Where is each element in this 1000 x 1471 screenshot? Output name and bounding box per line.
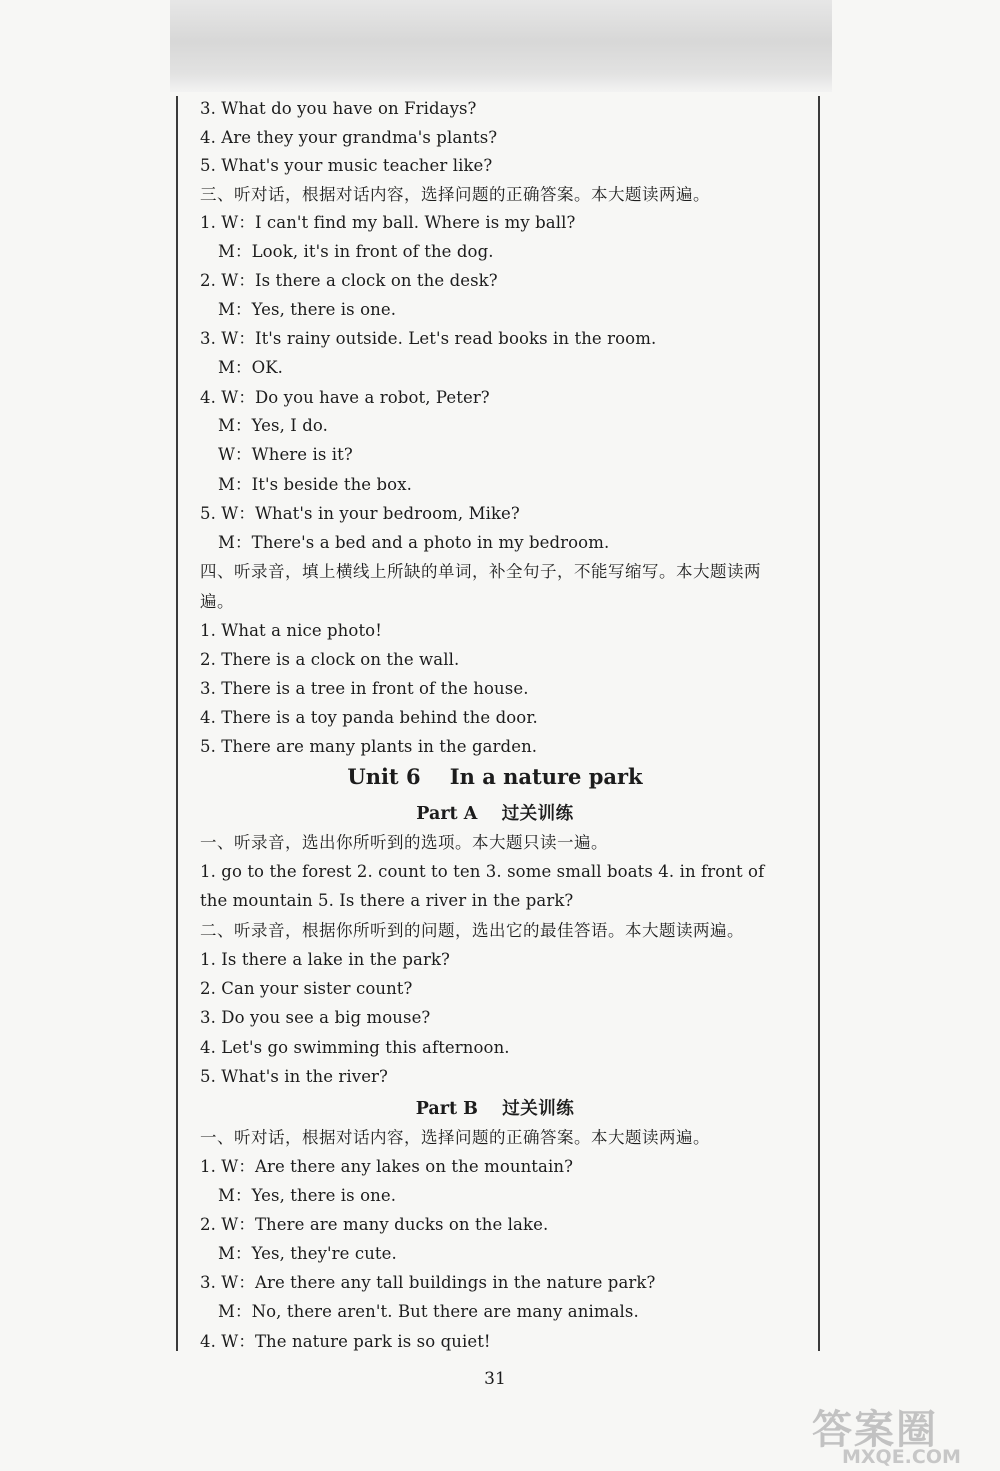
- right-margin-rule: [818, 96, 820, 1351]
- answer-line: 1. What a nice photo!: [200, 621, 382, 640]
- left-margin-rule: [176, 96, 178, 1351]
- answer-line: 3. There is a tree in front of the house.: [200, 679, 529, 698]
- dialogue-line: M：It's beside the box.: [218, 475, 412, 494]
- answer-line: 1. go to the forest 2. count to ten 3. some small boats 4. in front of: [200, 862, 765, 881]
- dialogue-line: M：Yes, there is one.: [218, 1186, 397, 1205]
- page-number: 31: [484, 1369, 506, 1389]
- dialogue-line: 2. W：There are many ducks on the lake.: [200, 1215, 549, 1234]
- dialogue-line: 5. W：What's in your bedroom, Mike?: [200, 504, 520, 523]
- dialogue-line: 3. W：Are there any tall buildings in the nature park?: [200, 1273, 656, 1292]
- answer-line: 4. Let's go swimming this afternoon.: [200, 1038, 510, 1057]
- section-heading: 三、听对话，根据对话内容，选择问题的正确答案。本大题读两遍。: [200, 185, 710, 204]
- dialogue-line: M：Yes, they're cute.: [218, 1244, 397, 1263]
- dialogue-line: M：Look, it's in front of the dog.: [218, 242, 494, 261]
- answer-line: 3. Do you see a big mouse?: [200, 1008, 431, 1027]
- part-b-label: Part B: [415, 1099, 478, 1119]
- part-b-title-cn: 过关训练: [502, 1099, 575, 1119]
- dialogue-line: 4. W：The nature park is so quiet!: [200, 1332, 491, 1351]
- answer-line: 1. Is there a lake in the park?: [200, 950, 450, 969]
- dialogue-line: 2. W：Is there a clock on the desk?: [200, 271, 498, 290]
- dialogue-line: 1. W：I can't find my ball. Where is my ball?: [200, 213, 576, 232]
- answer-line: the mountain 5. Is there a river in the park?: [200, 891, 574, 910]
- section-heading: 一、听录音，选出你所听到的选项。本大题只读一遍。: [200, 833, 608, 852]
- section-heading: 四、听录音，填上横线上所缺的单词，补全句子，不能写缩写。本大题读两: [200, 562, 761, 581]
- watermark-url: MXQE.COM: [842, 1446, 961, 1468]
- part-a-title-cn: 过关训练: [501, 804, 574, 824]
- dialogue-line: M：There's a bed and a photo in my bedroom.: [218, 533, 610, 552]
- dialogue-line: 1. W：Are there any lakes on the mountain?: [200, 1157, 574, 1176]
- text-line: 3. What do you have on Fridays?: [200, 99, 477, 118]
- dialogue-line: M：No, there aren't. But there are many animals.: [218, 1302, 639, 1321]
- dialogue-line: 3. W：It's rainy outside. Let's read books in the room.: [200, 329, 657, 348]
- section-heading: 二、听录音，根据你所听到的问题，选出它的最佳答语。本大题读两遍。: [200, 921, 744, 940]
- dialogue-line: 4. W：Do you have a robot, Peter?: [200, 388, 490, 407]
- scan-top-shadow: [170, 0, 832, 92]
- watermark-logo: 答案圈: [812, 1407, 938, 1453]
- watermark: [790, 1396, 1000, 1471]
- text-line: 4. Are they your grandma's plants?: [200, 128, 498, 147]
- text-line: 5. What's your music teacher like?: [200, 156, 493, 175]
- dialogue-line: M：Yes, there is one.: [218, 300, 397, 319]
- dialogue-line: W：Where is it?: [218, 445, 353, 464]
- dialogue-line: M：Yes, I do.: [218, 416, 328, 435]
- part-a-title: [0, 800, 990, 825]
- answer-line: 5. There are many plants in the garden.: [200, 737, 538, 756]
- unit-title: Unit 6 In a nature park: [347, 764, 643, 789]
- answer-line: 2. There is a clock on the wall.: [200, 650, 460, 669]
- answer-line: 4. There is a toy panda behind the door.: [200, 708, 538, 727]
- section-heading-cont: 遍。: [200, 592, 234, 611]
- section-heading: 一、听对话，根据对话内容，选择问题的正确答案。本大题读两遍。: [200, 1128, 710, 1147]
- dialogue-line: M：OK.: [218, 358, 283, 377]
- part-a-label: Part A: [416, 804, 478, 824]
- part-b-title: [0, 1095, 990, 1120]
- answer-line: 5. What's in the river?: [200, 1067, 388, 1086]
- answer-line: 2. Can your sister count?: [200, 979, 413, 998]
